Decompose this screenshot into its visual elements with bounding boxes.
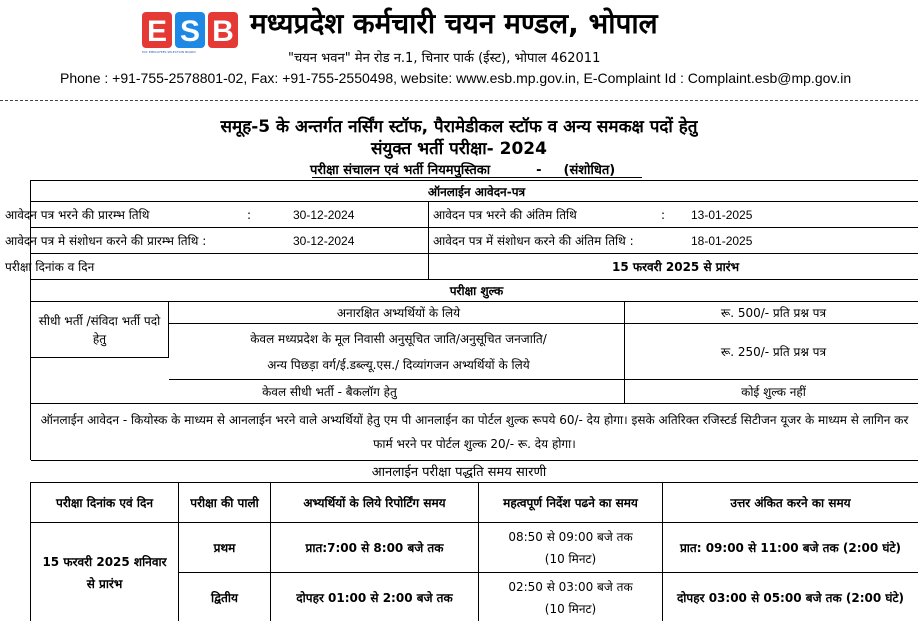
end-date-sep: :	[661, 207, 666, 222]
fee-unreserved-value: रू. 500/- प्रति प्रश्न पत्र	[625, 302, 918, 323]
fee-backlog-label: केवल सीधी भर्ती - बैकलॉग हेतु	[31, 380, 625, 403]
fee-heading-row	[31, 280, 918, 302]
schedule-col-instructions	[479, 483, 663, 621]
svg-text:E: E	[146, 15, 168, 48]
schedule-table	[30, 482, 918, 621]
document-subtitle	[310, 160, 615, 178]
dashed-separator	[0, 100, 918, 101]
contact-line: Phone : +91-755-2578801-02, Fax: +91-755-2550498, website: www.esb.mp.gov.in, E-Complaint Id : Complaint.esb@mp.gov.in	[60, 70, 852, 86]
fee-category-label: सीधी भर्ती /संविदा भर्ती पदो हेतु	[31, 302, 169, 358]
online-application-heading: ऑनलाईन आवेदन-पत्र	[31, 181, 918, 201]
online-application-heading-row	[31, 181, 918, 202]
revised-tag: (संशोधित)	[563, 163, 616, 178]
end-date-label: आवेदन पत्र भरने की अंतिम तिथि	[433, 208, 577, 222]
schedule-date-value: 15 फरवरी 2025 शनिवार से प्रारंभ	[42, 554, 167, 591]
exam-date-row	[5, 254, 918, 280]
fee-reserved-label-cell	[169, 324, 625, 379]
subtitle-underline	[312, 177, 642, 178]
document-title-line2: संयुक्त भर्ती परीक्षा- 2024	[371, 139, 547, 159]
schedule-header-instructions: महत्वपूर्ण निर्देश पढने का समय	[479, 483, 662, 523]
org-address: "चयन भवन" मेन रोड न.1, चिनार पार्क (ईस्ट), भोपाल 462011	[288, 51, 601, 66]
fee-unreserved-row	[169, 302, 918, 324]
fee-reserved-row	[169, 324, 918, 380]
title-dash: -	[536, 163, 542, 178]
exam-date-label: परीक्षा दिनांक व दिन	[5, 260, 95, 274]
info-table	[5, 180, 918, 460]
schedule-header-reporting: अभ्यर्थियों के लिये रिपोर्टिंग समय	[271, 483, 478, 523]
edit-start-value: 30-12-2024	[293, 233, 355, 248]
edit-start-cell	[5, 228, 429, 253]
schedule-header-shift: परीक्षा की पाली	[179, 483, 270, 523]
schedule-col-date	[31, 483, 179, 621]
edit-dates-row	[5, 228, 918, 254]
start-date-sep: :	[247, 207, 252, 222]
edit-end-value: 18-01-2025	[691, 233, 753, 248]
schedule-header-date: परीक्षा दिनांक एवं दिन	[31, 483, 178, 523]
fee-reserved-value: रू. 250/- प्रति प्रश्न पत्र	[625, 324, 918, 379]
schedule-header-answer: उत्तर अंकित करने का समय	[663, 483, 918, 523]
esb-logo	[142, 10, 238, 50]
schedule-instructions-1: 08:50 से 09:00 बजे तक (10 मिनट)	[479, 523, 662, 573]
end-date-cell	[429, 202, 918, 227]
schedule-reporting-2: दोपहर 01:00 से 2:00 बजे तक	[296, 591, 453, 605]
schedule-col-answer	[663, 483, 918, 621]
org-title: मध्यप्रदेश कर्मचारी चयन मण्डल, भोपाल	[250, 7, 658, 40]
schedule-caption: आनलाईन परीक्षा पद्धति समय सारणी	[371, 465, 547, 480]
schedule-col-reporting	[271, 483, 479, 621]
document-title-line1: समूह-5 के अन्तर्गत नर्सिंग स्टॉफ, पैरामेडीकल स्टॉफ व अन्य समकक्ष पदों हेतु	[220, 117, 698, 137]
fee-heading: परीक्षा शुल्क	[31, 280, 918, 301]
application-dates-row	[5, 202, 918, 228]
schedule-answer-1: प्रात: 09:00 से 11:00 बजे तक (2:00 घंटे)	[663, 523, 918, 573]
schedule-shift-2: द्वितीय	[211, 591, 238, 605]
start-date-label: आवेदन पत्र भरने की प्रारम्भ तिथि	[5, 208, 150, 222]
rulebook-title: परीक्षा संचालन एवं भर्ती नियमपुस्तिका	[310, 163, 491, 178]
schedule-reporting-1: प्रात:7:00 से 8:00 बजे तक	[271, 523, 478, 573]
fee-backlog-value: कोई शुल्क नहीं	[625, 380, 918, 403]
exam-date-label-cell	[5, 254, 429, 279]
schedule-answer-2: दोपहर 03:00 से 05:00 बजे तक (2:00 घंटे)	[676, 591, 905, 605]
logo-tagline: M.P. EMPLOYEES SELECTION BOARD	[142, 50, 196, 54]
fee-backlog-row	[31, 380, 918, 404]
end-date-value: 13-01-2025	[691, 207, 753, 222]
start-date-value: 30-12-2024	[293, 207, 355, 222]
fee-reserved-label-2: अन्य पिछड़ा वर्ग/ई.डब्ल्यू.एस./ दिव्यांगजन अभ्यर्थियों के लिये	[267, 357, 530, 372]
schedule-col-shift	[179, 483, 271, 621]
portal-note-row	[31, 404, 918, 461]
edit-end-cell	[429, 228, 918, 253]
edit-start-label: आवेदन पत्र मे संशोधन करने की प्रारम्भ तिथि :	[5, 234, 207, 248]
edit-end-label: आवेदन पत्र में संशोधन करने की अंतिम तिथि :	[433, 234, 634, 248]
svg-text:B: B	[212, 15, 234, 48]
fee-reserved-label-1: केवल मध्यप्रदेश के मूल निवासी अनुसूचित जाति/अनुसूचित जनजाति/	[250, 331, 547, 346]
start-date-cell	[5, 202, 429, 227]
svg-text:S: S	[179, 15, 201, 48]
schedule-shift-1: प्रथम	[179, 523, 270, 573]
exam-date-value: 15 फरवरी 2025 से प्रारंभ	[429, 254, 918, 279]
portal-fee-note: ऑनलाईन आवेदन - कियोस्क के माध्यम से आनलाईन भरने वाले अभ्यर्थियों हेतु एम पी आनलाईन का पोर्टल शुल्क रूपये 60/- देय होगा। इसके अतिरिक्त रजिस्टर्ड सिटीजन यूजर के माध्यम से लागिन कर फार्म भरने पर पोर्टल शुल्क 20/- रू. देय होगा।	[31, 404, 918, 460]
fee-unreserved-label: अनारक्षित अभ्यर्थियों के लिये	[169, 302, 625, 323]
schedule-instructions-2: 02:50 से 03:00 बजे तक (10 मिनट)	[508, 579, 633, 616]
